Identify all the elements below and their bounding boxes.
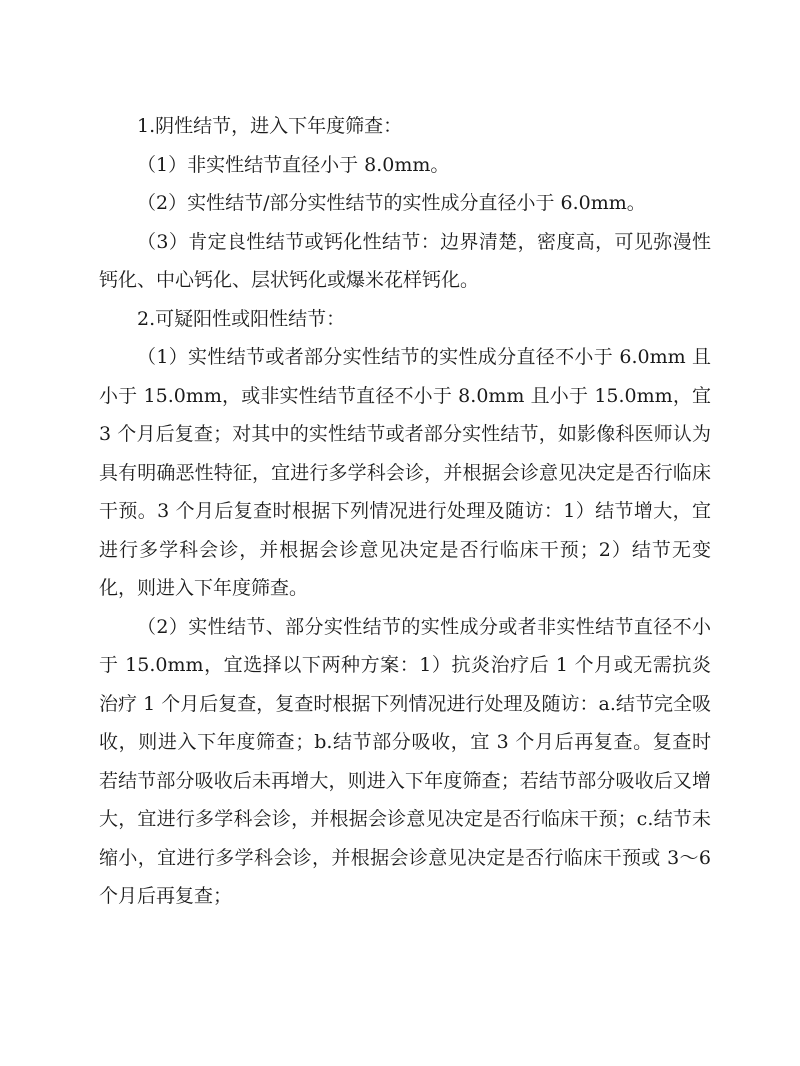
paragraph-item-1-3: （3）肯定良性结节或钙化性结节：边界清楚，密度高，可见弥漫性钙化、中心钙化、层状钙化或爆米花样钙化。: [99, 230, 711, 291]
document-body: [99, 107, 711, 916]
heading-negative-nodules: 1.阴性结节，进入下年度筛查：: [137, 115, 403, 137]
paragraph-item-2-1: （1）实性结节或者部分实性结节的实性成分直径不小于 6.0mm 且小于 15.0mm，或非实性结节直径不小于 8.0mm 且小于 15.0mm，宜 3 个月后复查；对其中的实性结节或者部分实性结节，如影像科医师认为具有明确恶性特征，宜进行多学科会诊，并根据会诊意见决定是否行临床干预。3 个月后复查时根据下列情况进行处理及随访：1）结节增大，宜进行多学科会诊，并根据会诊意见决定是否行临床干预；2）结节无变化，则进入下年度筛查。: [99, 346, 711, 599]
heading-positive-nodules: 2.可疑阳性或阳性结节：: [137, 307, 346, 330]
paragraph-item-1-2: （2）实性结节/部分实性结节的实性成分直径小于 6.0mm。: [137, 192, 646, 214]
paragraph-item-2-2: （2）实性结节、部分实性结节的实性成分或者非实性结节直径不小于 15.0mm，宜选择以下两种方案：1）抗炎治疗后 1 个月或无需抗炎治疗 1 个月后复查，复查时根据下列情况进行处理及随访：a.结节完全吸收，则进入下年度筛查；b.结节部分吸收，宜 3 个月后再复查。复查时若结节部分吸收后未再增大，则进入下年度筛查；若结节部分吸收后又增大，宜进行多学科会诊，并根据会诊意见决定是否行临床干预；c.结节未缩小，宜进行多学科会诊，并根据会诊意见决定是否行临床干预或 3～6 个月后再复查；: [99, 615, 711, 907]
paragraph-item-1-1: （1）非实性结节直径小于 8.0mm。: [137, 153, 450, 176]
